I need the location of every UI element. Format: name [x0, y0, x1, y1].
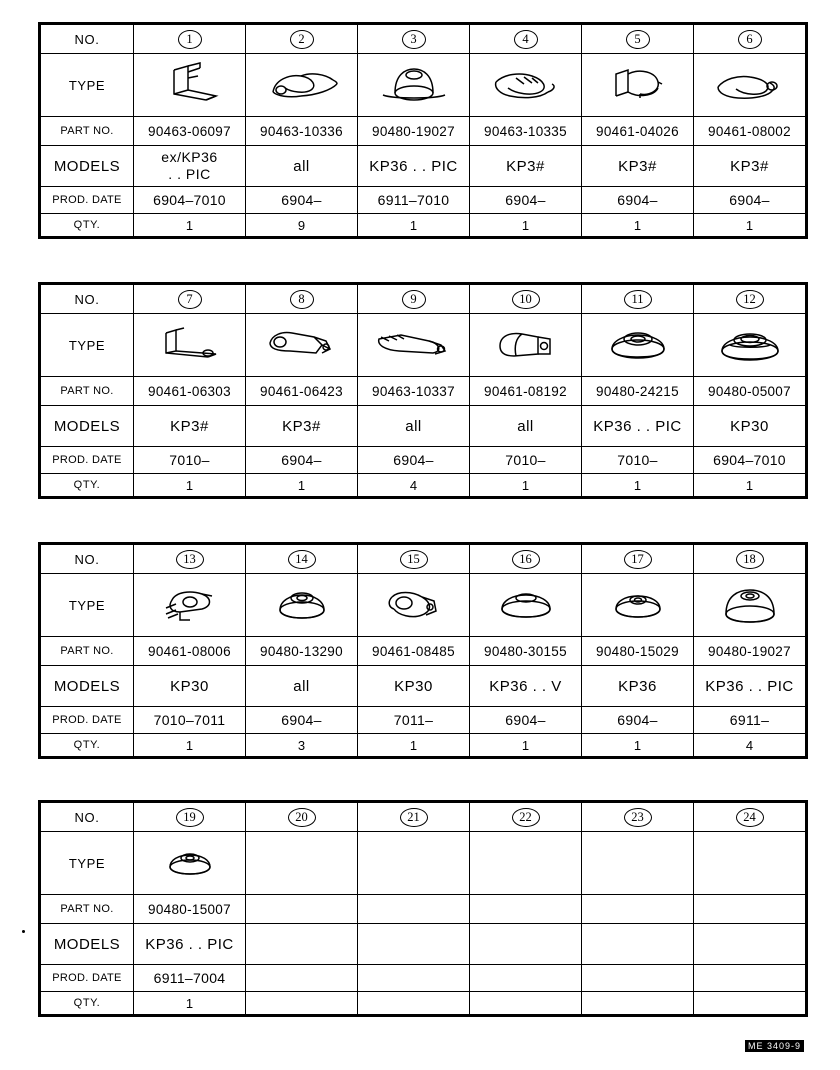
item-no-cell	[246, 803, 358, 832]
models-cell: all	[470, 406, 582, 447]
part-no-cell	[582, 895, 694, 924]
table-row-prod-date	[41, 447, 806, 474]
item-number-badge: 22	[512, 808, 540, 827]
qty-cell	[582, 992, 694, 1015]
part-illustration-cell	[134, 54, 246, 117]
item-number-badge: 19	[176, 808, 204, 827]
grommet-oval-icon	[246, 574, 357, 636]
part-illustration-cell	[694, 314, 806, 377]
clamp-strap-icon	[470, 54, 581, 116]
table-row-type	[41, 54, 806, 117]
parts-table-block-3	[38, 542, 808, 759]
models-cell	[134, 146, 246, 187]
item-number-badge: 11	[624, 290, 652, 309]
clamp-eye-icon	[246, 314, 357, 376]
page-code: ME 3409-9	[745, 1040, 804, 1052]
parts-table	[40, 284, 806, 497]
qty-cell	[246, 992, 358, 1015]
item-number-badge: 18	[736, 550, 764, 569]
table-row-qty	[41, 214, 806, 237]
row-label-models: MODELS	[41, 146, 134, 187]
part-illustration-cell	[582, 314, 694, 377]
prod-date-cell	[246, 965, 358, 992]
part-no-cell: 90463-10336	[246, 117, 358, 146]
clamp-flat-icon	[246, 54, 357, 116]
part-illustration-cell	[246, 314, 358, 377]
table-row-models	[41, 146, 806, 187]
item-number-badge: 1	[178, 30, 202, 49]
qty-cell: 1	[470, 474, 582, 497]
models-cell: KP3#	[582, 146, 694, 187]
item-number-badge: 7	[178, 290, 202, 309]
qty-cell: 1	[134, 992, 246, 1015]
part-no-cell	[358, 895, 470, 924]
part-illustration-cell	[694, 832, 806, 895]
part-no-cell: 90480-19027	[358, 117, 470, 146]
qty-cell: 1	[470, 214, 582, 237]
qty-cell: 4	[358, 474, 470, 497]
parts-table	[40, 544, 806, 757]
row-label-part-no: PART NO.	[41, 117, 134, 146]
qty-cell: 3	[246, 734, 358, 757]
models-cell	[470, 924, 582, 965]
bracket-clip-icon	[582, 54, 693, 116]
models-line-1: ex/KP36	[161, 148, 218, 165]
qty-cell: 1	[134, 474, 246, 497]
row-label-prod-date: PROD. DATE	[41, 707, 134, 734]
item-number-badge: 10	[512, 290, 540, 309]
part-no-cell: 90480-13290	[246, 637, 358, 666]
table-row-no	[41, 803, 806, 832]
item-no-cell	[582, 803, 694, 832]
prod-date-cell: 6904–	[694, 187, 806, 214]
table-row-part-no	[41, 637, 806, 666]
models-cell	[694, 924, 806, 965]
item-no-cell	[134, 25, 246, 54]
table-row-part-no	[41, 117, 806, 146]
item-number-badge: 9	[402, 290, 426, 309]
models-cell: KP36	[582, 666, 694, 707]
table-row-models	[41, 406, 806, 447]
prod-date-cell: 6904–	[582, 187, 694, 214]
item-no-cell	[582, 545, 694, 574]
table-row-prod-date	[41, 965, 806, 992]
parts-table-block-4	[38, 800, 808, 1017]
row-label-type: TYPE	[41, 314, 134, 377]
part-illustration-cell	[582, 574, 694, 637]
item-no-cell	[246, 25, 358, 54]
part-illustration-cell	[134, 832, 246, 895]
bracket-l-icon	[134, 54, 245, 116]
item-no-cell	[694, 803, 806, 832]
row-label-models: MODELS	[41, 924, 134, 965]
prod-date-cell: 6904–	[246, 187, 358, 214]
table-row-no	[41, 285, 806, 314]
table-row-models	[41, 666, 806, 707]
registration-dot	[22, 930, 25, 933]
qty-cell: 1	[582, 734, 694, 757]
item-number-badge: 20	[288, 808, 316, 827]
part-no-cell: 90463-06097	[134, 117, 246, 146]
models-cell: all	[246, 666, 358, 707]
row-label-no: NO.	[41, 545, 134, 574]
models-cell	[582, 924, 694, 965]
clamp-band-icon	[694, 54, 805, 116]
part-illustration-cell	[582, 54, 694, 117]
row-label-qty: QTY.	[41, 734, 134, 757]
part-no-cell: 90461-06303	[134, 377, 246, 406]
parts-table-block-1	[38, 22, 808, 239]
qty-cell: 4	[694, 734, 806, 757]
part-no-cell: 90480-15029	[582, 637, 694, 666]
row-label-prod-date: PROD. DATE	[41, 965, 134, 992]
item-number-badge: 24	[736, 808, 764, 827]
part-illustration-cell	[358, 832, 470, 895]
row-label-prod-date: PROD. DATE	[41, 447, 134, 474]
table-row-qty	[41, 734, 806, 757]
qty-cell: 1	[582, 474, 694, 497]
grommet-cone-icon	[694, 574, 805, 636]
table-row-no	[41, 545, 806, 574]
item-no-cell	[246, 285, 358, 314]
row-label-models: MODELS	[41, 666, 134, 707]
parts-table-block-2	[38, 282, 808, 499]
item-no-cell	[358, 803, 470, 832]
prod-date-cell: 6904–	[246, 707, 358, 734]
part-no-cell: 90461-06423	[246, 377, 358, 406]
part-illustration-cell	[470, 574, 582, 637]
item-no-cell	[134, 545, 246, 574]
prod-date-cell: 6904–	[470, 707, 582, 734]
table-row-qty	[41, 474, 806, 497]
item-number-badge: 12	[736, 290, 764, 309]
prod-date-cell: 7010–7011	[134, 707, 246, 734]
item-no-cell	[134, 803, 246, 832]
item-no-cell	[134, 285, 246, 314]
qty-cell: 1	[358, 214, 470, 237]
prod-date-cell: 6911–7010	[358, 187, 470, 214]
item-number-badge: 15	[400, 550, 428, 569]
part-no-cell: 90461-08006	[134, 637, 246, 666]
part-no-cell: 90480-30155	[470, 637, 582, 666]
models-cell: KP30	[694, 406, 806, 447]
row-label-type: TYPE	[41, 54, 134, 117]
part-illustration-cell	[134, 574, 246, 637]
qty-cell: 1	[246, 474, 358, 497]
item-no-cell	[694, 545, 806, 574]
parts-table	[40, 24, 806, 237]
table-row-type	[41, 832, 806, 895]
item-number-badge: 3	[402, 30, 426, 49]
table-row-prod-date	[41, 707, 806, 734]
part-illustration-cell	[694, 54, 806, 117]
clamp-tab-icon	[470, 314, 581, 376]
item-number-badge: 23	[624, 808, 652, 827]
part-no-cell: 90480-15007	[134, 895, 246, 924]
prod-date-cell: 6904–7010	[694, 447, 806, 474]
grommet-small-icon	[582, 574, 693, 636]
prod-date-cell: 7011–	[358, 707, 470, 734]
table-row-models	[41, 924, 806, 965]
row-label-qty: QTY.	[41, 474, 134, 497]
part-no-cell: 90461-08192	[470, 377, 582, 406]
clamp-loop-icon	[358, 574, 469, 636]
item-no-cell	[358, 285, 470, 314]
part-illustration-cell	[134, 314, 246, 377]
row-label-models: MODELS	[41, 406, 134, 447]
clamp-double-icon	[134, 574, 245, 636]
table-row-type	[41, 314, 806, 377]
parts-table	[40, 802, 806, 1015]
models-cell: all	[246, 146, 358, 187]
table-row-part-no	[41, 895, 806, 924]
row-label-qty: QTY.	[41, 214, 134, 237]
grommet-dome-icon	[358, 54, 469, 116]
row-label-qty: QTY.	[41, 992, 134, 1015]
row-label-no: NO.	[41, 285, 134, 314]
qty-cell: 1	[134, 734, 246, 757]
part-illustration-cell	[246, 832, 358, 895]
row-label-prod-date: PROD. DATE	[41, 187, 134, 214]
row-label-part-no: PART NO.	[41, 895, 134, 924]
item-number-badge: 21	[400, 808, 428, 827]
models-cell	[246, 924, 358, 965]
item-number-badge: 14	[288, 550, 316, 569]
models-cell: KP3#	[246, 406, 358, 447]
part-illustration-cell	[582, 832, 694, 895]
prod-date-cell	[470, 965, 582, 992]
item-no-cell	[358, 25, 470, 54]
item-no-cell	[470, 545, 582, 574]
models-line-2: . . PIC	[168, 166, 211, 182]
prod-date-cell: 6904–	[246, 447, 358, 474]
qty-cell	[358, 992, 470, 1015]
item-number-badge: 4	[514, 30, 538, 49]
prod-date-cell: 6911–7004	[134, 965, 246, 992]
models-cell: KP3#	[694, 146, 806, 187]
item-no-cell	[470, 25, 582, 54]
prod-date-cell: 6904–	[582, 707, 694, 734]
prod-date-cell: 6904–7010	[134, 187, 246, 214]
grommet-disc-icon	[134, 832, 245, 894]
part-no-cell: 90461-08485	[358, 637, 470, 666]
qty-cell: 9	[246, 214, 358, 237]
item-number-badge: 2	[290, 30, 314, 49]
qty-cell: 1	[582, 214, 694, 237]
item-number-badge: 13	[176, 550, 204, 569]
prod-date-cell: 6904–	[358, 447, 470, 474]
qty-cell: 1	[358, 734, 470, 757]
item-number-badge: 17	[624, 550, 652, 569]
bracket-angle-icon	[134, 314, 245, 376]
part-no-cell: 90461-08002	[694, 117, 806, 146]
grommet-ring-icon	[582, 314, 693, 376]
item-number-badge: 16	[512, 550, 540, 569]
models-cell	[358, 924, 470, 965]
models-cell: KP3#	[134, 406, 246, 447]
part-no-cell: 90480-24215	[582, 377, 694, 406]
models-cell: KP36 . . PIC	[134, 924, 246, 965]
item-no-cell	[470, 285, 582, 314]
part-illustration-cell	[358, 314, 470, 377]
qty-cell: 1	[694, 214, 806, 237]
prod-date-cell: 7010–	[470, 447, 582, 474]
models-cell: KP36 . . PIC	[582, 406, 694, 447]
models-cell: all	[358, 406, 470, 447]
item-no-cell	[470, 803, 582, 832]
item-number-badge: 8	[290, 290, 314, 309]
row-label-type: TYPE	[41, 832, 134, 895]
item-no-cell	[358, 545, 470, 574]
table-row-qty	[41, 992, 806, 1015]
part-no-cell: 90480-05007	[694, 377, 806, 406]
prod-date-cell: 7010–	[582, 447, 694, 474]
item-no-cell	[694, 25, 806, 54]
part-illustration-cell	[470, 54, 582, 117]
models-cell: KP30	[134, 666, 246, 707]
table-row-prod-date	[41, 187, 806, 214]
part-no-cell	[246, 895, 358, 924]
table-row-no	[41, 25, 806, 54]
row-label-part-no: PART NO.	[41, 377, 134, 406]
models-cell: KP36 . . PIC	[694, 666, 806, 707]
row-label-part-no: PART NO.	[41, 637, 134, 666]
qty-cell	[694, 992, 806, 1015]
grommet-step-icon	[694, 314, 805, 376]
row-label-type: TYPE	[41, 574, 134, 637]
prod-date-cell	[582, 965, 694, 992]
models-cell: KP36 . . V	[470, 666, 582, 707]
qty-cell: 1	[470, 734, 582, 757]
item-no-cell	[582, 285, 694, 314]
part-illustration-cell	[694, 574, 806, 637]
row-label-no: NO.	[41, 803, 134, 832]
grommet-flat-icon	[470, 574, 581, 636]
models-cell: KP36 . . PIC	[358, 146, 470, 187]
part-illustration-cell	[246, 54, 358, 117]
part-illustration-cell	[470, 314, 582, 377]
prod-date-cell: 7010–	[134, 447, 246, 474]
part-no-cell	[694, 895, 806, 924]
part-illustration-cell	[358, 54, 470, 117]
models-cell: KP30	[358, 666, 470, 707]
prod-date-cell	[358, 965, 470, 992]
clamp-long-icon	[358, 314, 469, 376]
prod-date-cell	[694, 965, 806, 992]
item-no-cell	[582, 25, 694, 54]
row-label-no: NO.	[41, 25, 134, 54]
part-illustration-cell	[470, 832, 582, 895]
models-cell: KP3#	[470, 146, 582, 187]
item-no-cell	[246, 545, 358, 574]
item-number-badge: 5	[626, 30, 650, 49]
part-no-cell: 90461-04026	[582, 117, 694, 146]
part-no-cell: 90463-10335	[470, 117, 582, 146]
qty-cell	[470, 992, 582, 1015]
part-no-cell	[470, 895, 582, 924]
table-row-part-no	[41, 377, 806, 406]
part-no-cell: 90480-19027	[694, 637, 806, 666]
qty-cell: 1	[694, 474, 806, 497]
item-no-cell	[694, 285, 806, 314]
table-row-type	[41, 574, 806, 637]
part-illustration-cell	[246, 574, 358, 637]
qty-cell: 1	[134, 214, 246, 237]
item-number-badge: 6	[738, 30, 762, 49]
part-no-cell: 90463-10337	[358, 377, 470, 406]
prod-date-cell: 6904–	[470, 187, 582, 214]
part-illustration-cell	[358, 574, 470, 637]
prod-date-cell: 6911–	[694, 707, 806, 734]
